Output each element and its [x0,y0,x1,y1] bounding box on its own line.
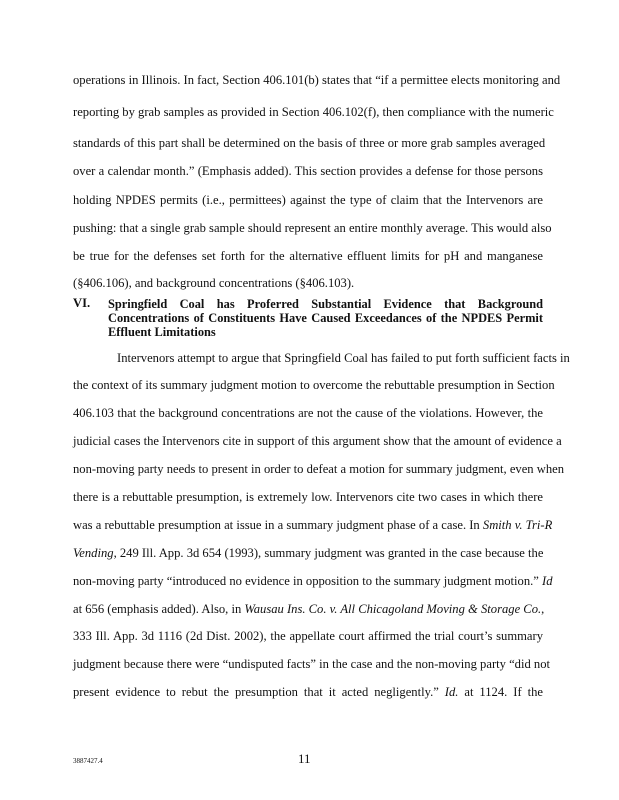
body-text-line: pushing: that a single grab sample should represent an entire monthly average. This would also [73,221,552,235]
body-text-line: operations in Illinois. In fact, Section 406.101(b) states that “if a permittee elects monitoring and [73,73,561,87]
id-citation: Id. [444,685,459,699]
case-citation: Wausau Ins. Co. v. All Chicagoland Moving & Storage Co. [244,602,542,616]
text-run: at 1124. If the [458,685,543,699]
text-run: , [541,602,545,616]
body-text-line [73,573,553,589]
body-text-line [73,601,543,617]
body-text-line: over a calendar month.” (Emphasis added). This section provides a defense for those persons [73,164,543,178]
case-citation: Vending [73,546,114,560]
body-text-line: reporting by grab samples as provided in Section 406.102(f), then compliance with the numeric [73,105,554,119]
section-heading-line: Concentrations of Constituents Have Caused Exceedances of the NPDES Permit [108,311,543,325]
body-text-line: (§406.106), and background concentrations (§406.103). [73,276,355,290]
body-text-line: judgment because there were “undisputed facts” in the case and the non-moving party “did not [73,657,551,671]
body-text-line: there is a rebuttable presumption, is extremely low. Intervenors cite two cases in which there [73,490,543,504]
body-text-line: holding NPDES permits (i.e., permittees) against the type of claim that the Intervenors are [73,193,543,207]
section-number: VI. [73,296,91,310]
body-text-line: judicial cases the Intervenors cite in support of this argument show that the amount of evidence a [73,434,562,448]
section-heading-line: Effluent Limitations [108,325,216,339]
body-text-line [73,517,553,533]
body-text-line: 333 Ill. App. 3d 1116 (2d Dist. 2002), the appellate court affirmed the trial court’s summary [73,629,543,643]
text-run: , 249 Ill. App. 3d 654 (1993), summary judgment was granted in the case because the [113,546,544,560]
body-text-line: the context of its summary judgment motion to overcome the rebuttable presumption in Section [73,378,555,392]
body-text-line: Intervenors attempt to argue that Springfield Coal has failed to put forth sufficient facts in [117,351,570,365]
document-id: 3887427.4 [73,757,103,765]
text-run: at 656 (emphasis added). Also, in [73,602,245,616]
text-run: non-moving party “introduced no evidence in opposition to the summary judgment motion.” [73,574,543,588]
section-heading-line: Springfield Coal has Proferred Substantial Evidence that Background [108,297,543,311]
body-text-line: non-moving party needs to present in order to defeat a motion for summary judgment, even when [73,462,565,476]
body-text-line [73,684,543,700]
text-run: was a rebuttable presumption at issue in a summary judgment phase of a case. In [73,518,483,532]
body-text-line: standards of this part shall be determined on the basis of three or more grab samples averaged [73,136,546,150]
case-citation: Smith v. Tri-R [482,518,553,532]
text-run: present evidence to rebut the presumption that it acted negligently.” [73,685,445,699]
id-citation: Id [542,574,553,588]
body-text-line [73,545,543,561]
body-text-line: 406.103 that the background concentrations are not the cause of the violations. However, the [73,406,543,420]
body-text-line: be true for the defenses set forth for the alternative effluent limits for pH and manganese [73,249,543,263]
page-number: 11 [298,751,311,766]
